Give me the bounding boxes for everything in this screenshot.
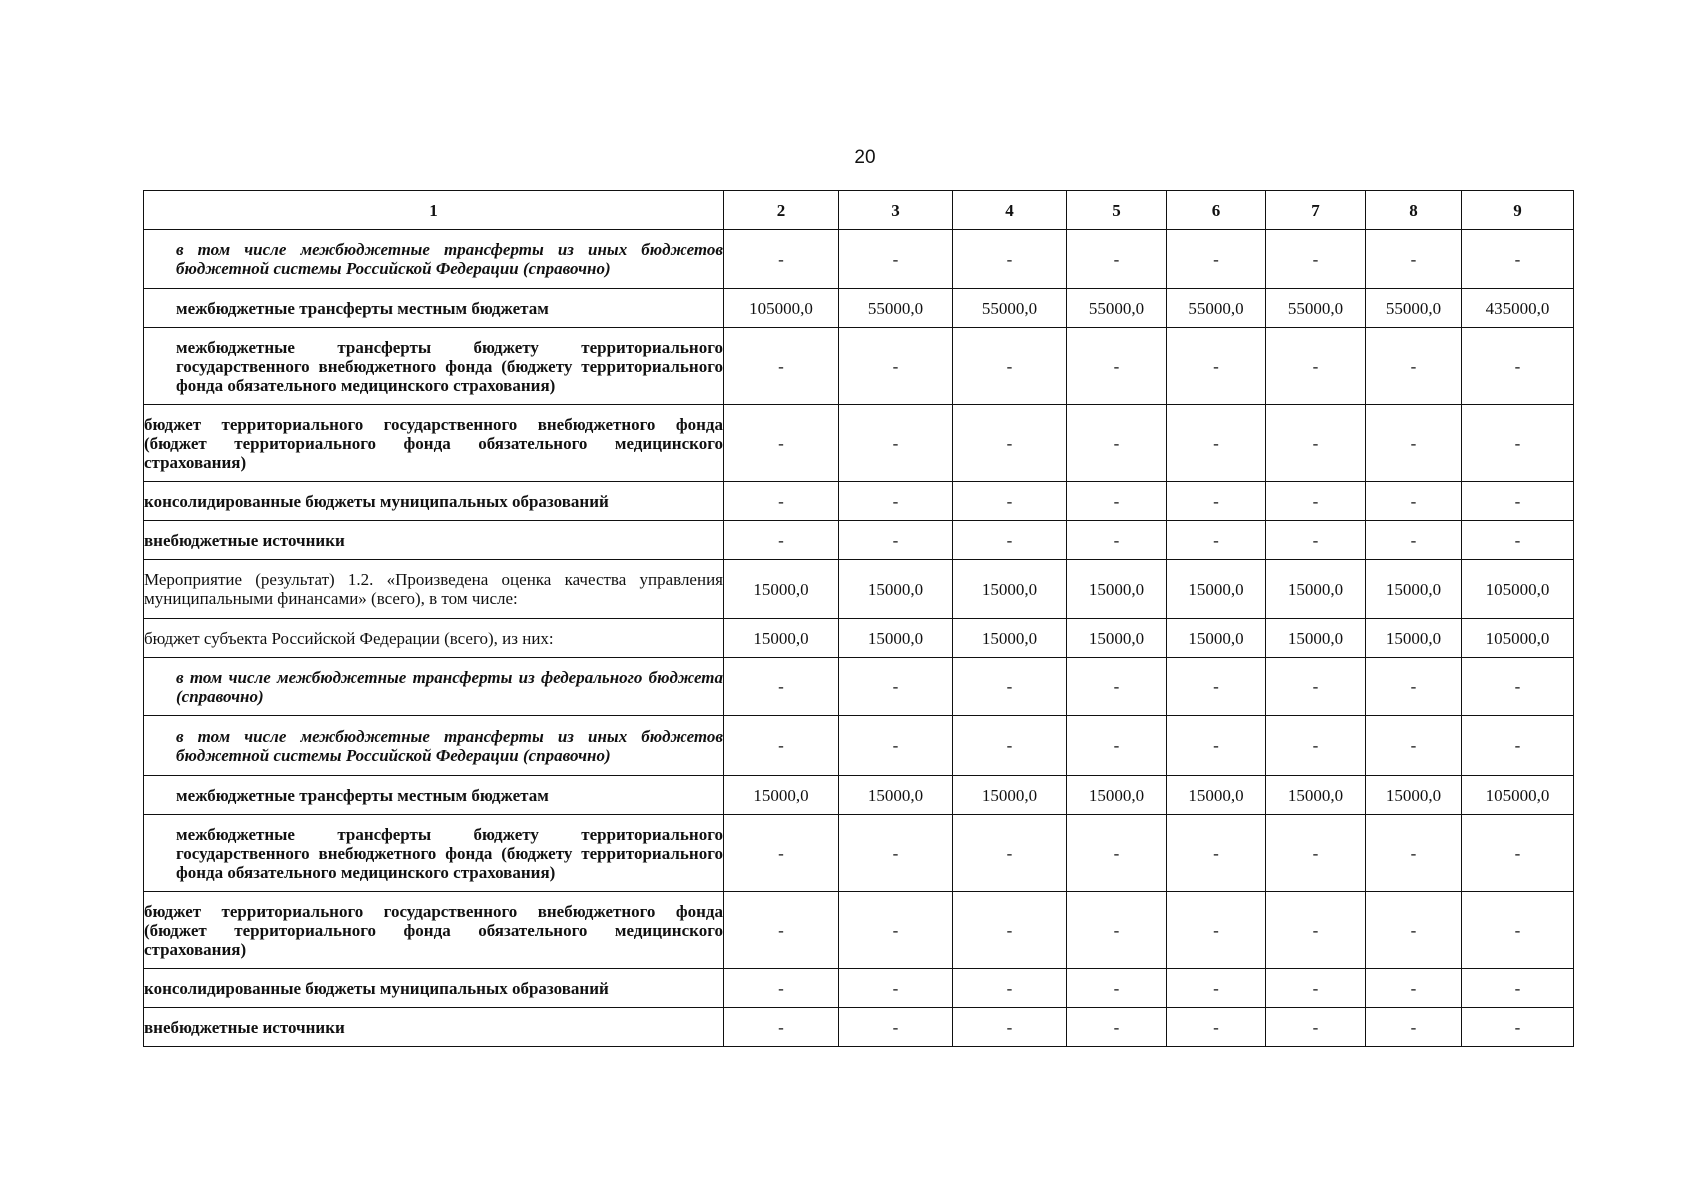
cell-value: 15000,0 [953, 560, 1067, 619]
cell-value: - [1462, 482, 1574, 521]
cell-value: 15000,0 [839, 560, 953, 619]
cell-value: - [724, 521, 839, 560]
table-row [144, 776, 1574, 815]
cell-value: - [1462, 405, 1574, 482]
cell-value: - [1266, 328, 1366, 405]
column-header: 7 [1266, 191, 1366, 230]
table-row [144, 815, 1574, 892]
row-label: консолидированные бюджеты муниципальных образований [144, 482, 724, 521]
page-number: 20 [854, 147, 876, 168]
cell-value: 435000,0 [1462, 289, 1574, 328]
cell-value: - [1366, 328, 1462, 405]
cell-value: - [1462, 716, 1574, 776]
row-label: межбюджетные трансферты бюджету территориального государственного внебюджетного фонда (бюджету территориального фонда обязательного медицинского страхования) [144, 815, 724, 892]
cell-value: - [839, 230, 953, 289]
cell-value: 15000,0 [1266, 560, 1366, 619]
table-row [144, 969, 1574, 1008]
row-label: в том числе межбюджетные трансферты из иных бюджетов бюджетной системы Российской Федерации (справочно) [144, 230, 724, 289]
column-header: 6 [1167, 191, 1266, 230]
cell-value: 15000,0 [1067, 619, 1167, 658]
cell-value: - [1462, 892, 1574, 969]
cell-value: - [1067, 230, 1167, 289]
budget-table [143, 190, 1574, 1047]
cell-value: - [1167, 230, 1266, 289]
cell-value: 15000,0 [1167, 619, 1266, 658]
column-header: 8 [1366, 191, 1462, 230]
table-row [144, 619, 1574, 658]
cell-value: - [1167, 521, 1266, 560]
cell-value: - [724, 482, 839, 521]
cell-value: - [1067, 969, 1167, 1008]
table-row [144, 289, 1574, 328]
cell-value: 15000,0 [724, 776, 839, 815]
cell-value: - [1167, 969, 1266, 1008]
row-label: в том числе межбюджетные трансферты из иных бюджетов бюджетной системы Российской Федерации (справочно) [144, 716, 724, 776]
cell-value: - [1167, 328, 1266, 405]
cell-value: - [953, 482, 1067, 521]
row-label: межбюджетные трансферты местным бюджетам [144, 776, 724, 815]
column-header: 1 [144, 191, 724, 230]
cell-value: - [1266, 892, 1366, 969]
cell-value: - [953, 521, 1067, 560]
cell-value: - [839, 482, 953, 521]
cell-value: - [839, 1008, 953, 1047]
row-label: Мероприятие (результат) 1.2. «Произведена оценка качества управления муниципальными финансами» (всего), в том числе: [144, 560, 724, 619]
cell-value: 15000,0 [1167, 776, 1266, 815]
cell-value: - [839, 815, 953, 892]
cell-value: - [1462, 521, 1574, 560]
cell-value: 55000,0 [1067, 289, 1167, 328]
cell-value: - [953, 969, 1067, 1008]
table-row [144, 521, 1574, 560]
cell-value: - [1266, 716, 1366, 776]
cell-value: - [839, 328, 953, 405]
cell-value: - [1366, 405, 1462, 482]
cell-value: 15000,0 [839, 619, 953, 658]
cell-value: - [839, 716, 953, 776]
row-label: консолидированные бюджеты муниципальных образований [144, 969, 724, 1008]
cell-value: - [1167, 892, 1266, 969]
cell-value: - [839, 658, 953, 716]
cell-value: - [1067, 716, 1167, 776]
cell-value: 15000,0 [1366, 776, 1462, 815]
cell-value: 15000,0 [1366, 619, 1462, 658]
cell-value: - [1462, 328, 1574, 405]
cell-value: - [1167, 658, 1266, 716]
cell-value: - [1266, 1008, 1366, 1047]
cell-value: 105000,0 [724, 289, 839, 328]
cell-value: - [1266, 521, 1366, 560]
cell-value: - [1067, 521, 1167, 560]
cell-value: - [724, 1008, 839, 1047]
cell-value: 55000,0 [1366, 289, 1462, 328]
cell-value: - [953, 716, 1067, 776]
column-header: 9 [1462, 191, 1574, 230]
cell-value: 15000,0 [1266, 776, 1366, 815]
cell-value: - [1167, 1008, 1266, 1047]
cell-value: - [1266, 405, 1366, 482]
row-label: межбюджетные трансферты бюджету территориального государственного внебюджетного фонда (бюджету территориального фонда обязательного медицинского страхования) [144, 328, 724, 405]
cell-value: - [1462, 1008, 1574, 1047]
cell-value: - [1067, 482, 1167, 521]
cell-value: - [1462, 815, 1574, 892]
row-label: бюджет субъекта Российской Федерации (всего), из них: [144, 619, 724, 658]
row-label: межбюджетные трансферты местным бюджетам [144, 289, 724, 328]
cell-value: - [839, 405, 953, 482]
cell-value: - [1266, 815, 1366, 892]
cell-value: - [1266, 482, 1366, 521]
table-row [144, 560, 1574, 619]
cell-value: 55000,0 [839, 289, 953, 328]
cell-value: - [953, 405, 1067, 482]
cell-value: - [1366, 892, 1462, 969]
cell-value: - [953, 658, 1067, 716]
cell-value: - [1266, 969, 1366, 1008]
row-label: бюджет территориального государственного внебюджетного фонда (бюджет территориального фонда обязательного медицинского страхования) [144, 892, 724, 969]
cell-value: - [724, 230, 839, 289]
cell-value: - [1366, 716, 1462, 776]
cell-value: - [724, 328, 839, 405]
cell-value: - [1167, 405, 1266, 482]
cell-value: - [1167, 482, 1266, 521]
cell-value: - [724, 658, 839, 716]
cell-value: 15000,0 [1067, 776, 1167, 815]
cell-value: - [1067, 815, 1167, 892]
cell-value: - [839, 892, 953, 969]
cell-value: 105000,0 [1462, 560, 1574, 619]
cell-value: - [1366, 969, 1462, 1008]
cell-value: 15000,0 [1366, 560, 1462, 619]
cell-value: - [953, 1008, 1067, 1047]
cell-value: - [1366, 1008, 1462, 1047]
table-row [144, 328, 1574, 405]
cell-value: 15000,0 [839, 776, 953, 815]
cell-value: - [839, 521, 953, 560]
row-label: в том числе межбюджетные трансферты из федерального бюджета (справочно) [144, 658, 724, 716]
cell-value: - [724, 969, 839, 1008]
cell-value: - [1462, 658, 1574, 716]
cell-value: 55000,0 [1167, 289, 1266, 328]
cell-value: - [953, 892, 1067, 969]
cell-value: 15000,0 [1266, 619, 1366, 658]
cell-value: - [1366, 482, 1462, 521]
column-header: 4 [953, 191, 1067, 230]
column-header: 2 [724, 191, 839, 230]
cell-value: - [1067, 1008, 1167, 1047]
cell-value: - [1366, 230, 1462, 289]
cell-value: - [1067, 658, 1167, 716]
cell-value: 15000,0 [1167, 560, 1266, 619]
cell-value: - [1366, 658, 1462, 716]
cell-value: - [724, 892, 839, 969]
cell-value: - [1462, 969, 1574, 1008]
cell-value: - [1462, 230, 1574, 289]
cell-value: - [1067, 892, 1167, 969]
header-row [144, 191, 1574, 230]
cell-value: - [724, 815, 839, 892]
cell-value: - [724, 405, 839, 482]
cell-value: 55000,0 [1266, 289, 1366, 328]
cell-value: - [1366, 521, 1462, 560]
cell-value: 15000,0 [724, 619, 839, 658]
row-label: бюджет территориального государственного внебюджетного фонда (бюджет территориального фонда обязательного медицинского страхования) [144, 405, 724, 482]
cell-value: 15000,0 [953, 776, 1067, 815]
cell-value: - [953, 815, 1067, 892]
table-row [144, 892, 1574, 969]
cell-value: 55000,0 [953, 289, 1067, 328]
cell-value: - [1067, 405, 1167, 482]
cell-value: - [1167, 815, 1266, 892]
cell-value: - [1266, 658, 1366, 716]
table-row [144, 1008, 1574, 1047]
cell-value: 15000,0 [1067, 560, 1167, 619]
column-header: 5 [1067, 191, 1167, 230]
cell-value: - [724, 716, 839, 776]
cell-value: - [1366, 815, 1462, 892]
table-row [144, 482, 1574, 521]
cell-value: - [953, 328, 1067, 405]
cell-value: - [1167, 716, 1266, 776]
cell-value: - [1266, 230, 1366, 289]
cell-value: - [839, 969, 953, 1008]
table-row [144, 230, 1574, 289]
cell-value: 15000,0 [724, 560, 839, 619]
table-row [144, 405, 1574, 482]
cell-value: 105000,0 [1462, 776, 1574, 815]
cell-value: - [953, 230, 1067, 289]
column-header: 3 [839, 191, 953, 230]
row-label: внебюджетные источники [144, 521, 724, 560]
row-label: внебюджетные источники [144, 1008, 724, 1047]
table-row [144, 716, 1574, 776]
cell-value: 105000,0 [1462, 619, 1574, 658]
table-row [144, 658, 1574, 716]
cell-value: - [1067, 328, 1167, 405]
cell-value: 15000,0 [953, 619, 1067, 658]
